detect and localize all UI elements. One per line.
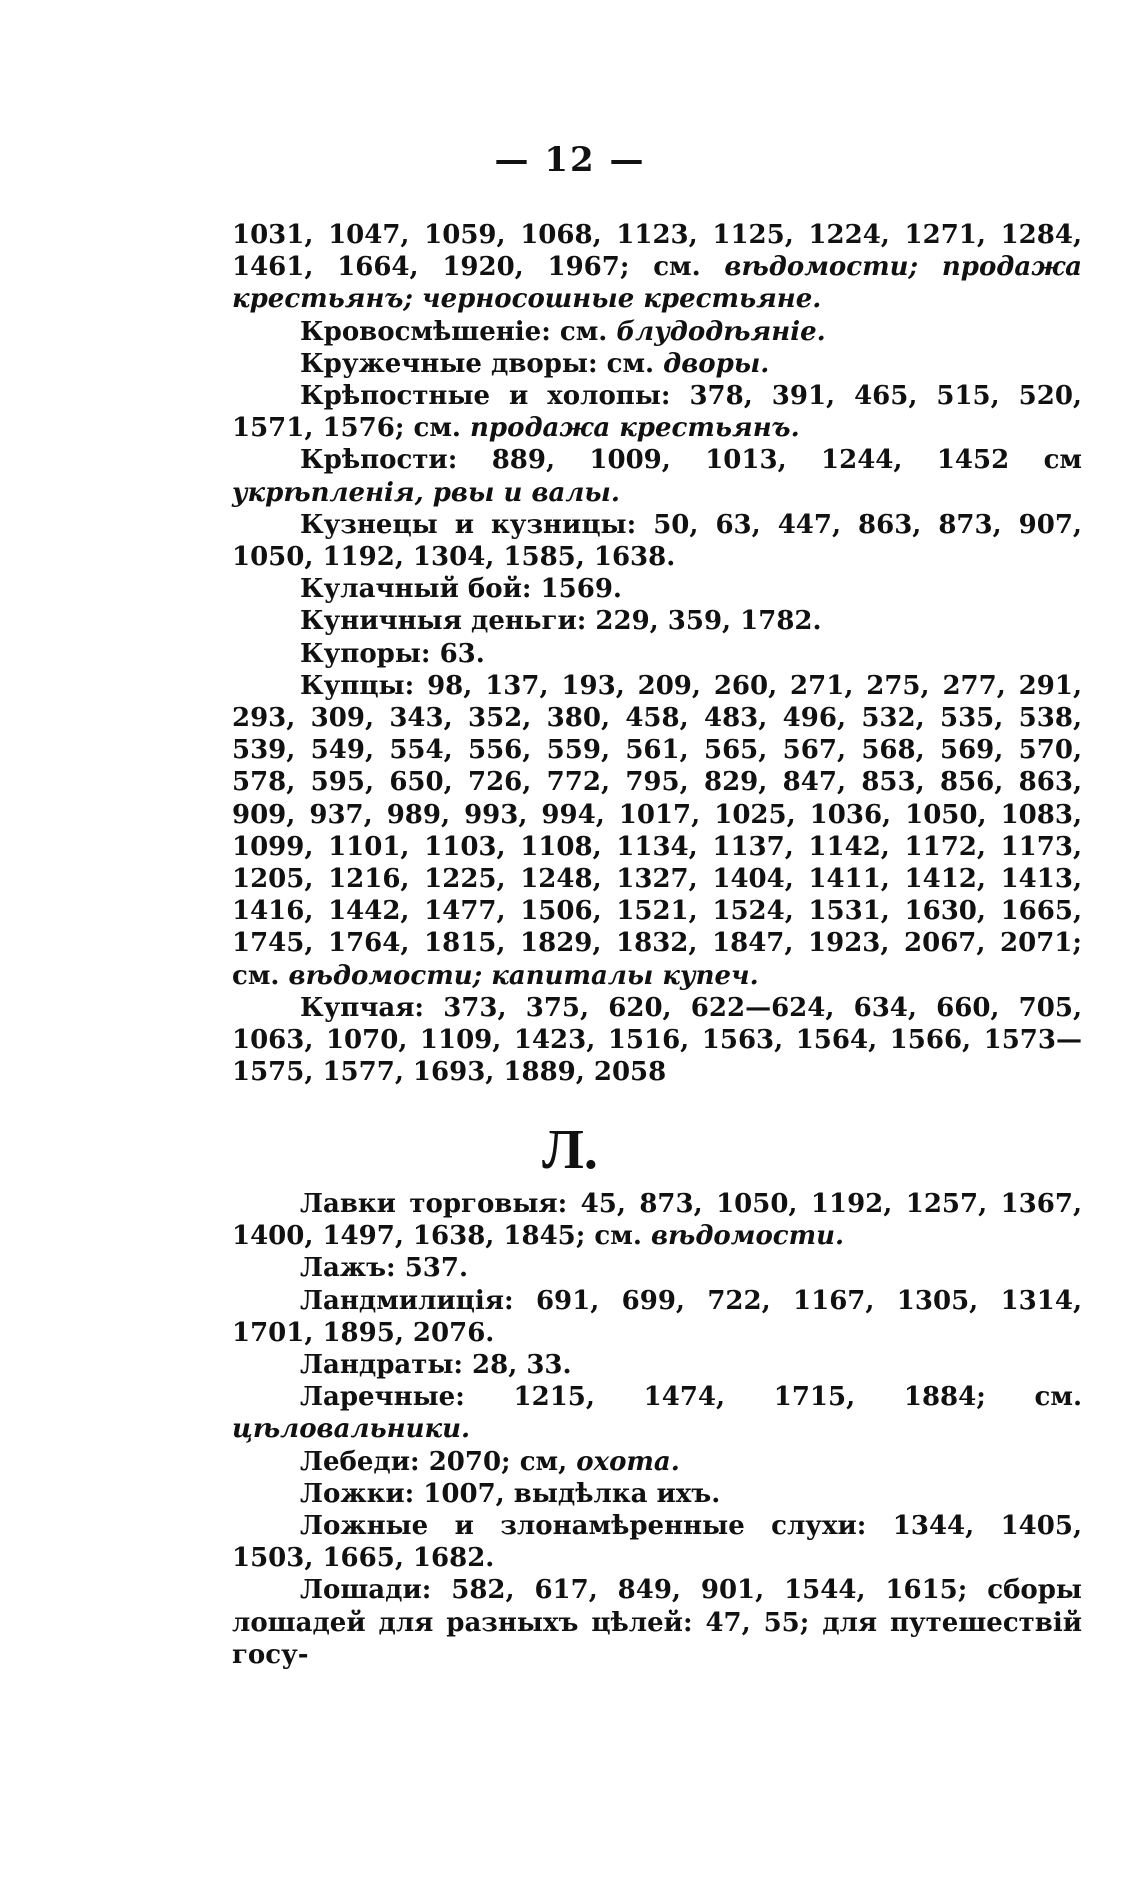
entry-head: Кровосмѣшеніе: [300,316,551,347]
see-label: см. [232,960,289,991]
cross-reference: блудодѣяніе. [616,316,826,347]
index-entry [232,1285,1082,1349]
see-label: см. [629,252,725,283]
entry-refs: 1215, 1474, 1715, 1884; [464,1382,986,1413]
cross-reference: охота. [576,1446,680,1477]
index-entry [232,1446,1082,1478]
entry-head: Ларечные: [300,1382,465,1413]
entry-head: Крѣпости: [300,445,458,476]
entry-head: Куничныя деньги: [300,606,587,637]
entry-refs: 63. [430,638,485,669]
cross-reference: продажа крестьянъ. [470,413,800,444]
index-entry [232,1574,1082,1671]
see-label: см. [985,1382,1082,1413]
index-entry [232,316,1082,348]
page-number: — 12 — [494,140,646,180]
entry-refs: 1569. [531,574,622,605]
index-section-l [232,1188,1082,1671]
entry-refs: 50, 63, 447, 863, 873, 907, 1050, 1192, 1304, 1585, 1638. [232,509,1082,573]
see-label: см [1009,445,1082,476]
entry-refs: 889, 1009, 1013, 1244, 1452 [457,445,1010,476]
entry-head: Купчая: [300,992,425,1023]
cross-reference: вѣдомости; продажа крестьянъ; черносошные крестьяне. [232,252,1083,315]
entry-head: Купцы: [300,670,415,701]
see-label: см. [597,348,664,379]
entry-refs: 28, 33. [463,1350,572,1381]
cross-reference: укрѣпленія, рвы и валы. [232,477,620,508]
index-section-k [232,219,1082,1088]
cross-reference: вѣдомости. [650,1221,845,1252]
index-entry [232,573,1082,605]
index-entry [232,380,1082,444]
entry-head: Ландмилиція: [300,1285,514,1316]
see-label: см. [550,316,617,347]
section-letter-l: Л. [542,1119,598,1181]
entry-refs: 1007, выдѣлка ихъ. [414,1478,721,1509]
entry-head: Ландраты: [300,1350,463,1381]
index-entry [232,1349,1082,1381]
entry-head: Кулачный бой: [300,574,532,605]
see-label: см, [510,1446,577,1477]
entry-head: Купоры: [300,638,431,669]
cross-reference: дворы. [663,348,770,379]
entry-refs: 378, 391, 465, 515, 520, 1571, 1576; [232,381,1082,444]
entry-head: Ложки: [300,1478,415,1509]
entry-refs: 537. [395,1253,469,1284]
entry-refs: 1344, 1405, 1503, 1665, 1682. [232,1511,1083,1574]
index-entry [232,1381,1082,1445]
see-label: см. [404,413,471,444]
entry-refs: 45, 873, 1050, 1192, 1257, 1367, 1400, 1497, 1638, 1845; [232,1189,1082,1252]
entry-refs: 98, 137, 193, 209, 260, 271, 275, 277, 291, 293, 309, 343, 352, 380, 458, 483, 496, 532, 535, 538, 539, 549, 554, 556, 559, 561, 565, 567, 568, 569, 570, 578, 595, 650, 726, 772, 795, 829, 847, 853, 856, 863, 909, 937, 989, 993, 994, 1017, 1025, 1036, 1050, 1083, 1099, 1101, 1103, 1108, 1134, 1137, 1142, 1172, 1173, 1205, 1216, 1225, 1248, 1327, 1404, 1411, 1412, 1413, 1416, 1442, 1477, 1506, 1521, 1524, 1531, 1630, 1665, 1745, 1764, 1815, 1829, 1832, 1847, 1923, 2067, 2071; [232,670,1082,959]
index-entry [232,1478,1082,1510]
entry-head: Крѣпостные и холопы: [300,381,671,412]
index-entry [232,638,1082,670]
entry-refs: 582, 617, 849, 901, 1544, 1615; сборы лошадей для разныхъ цѣлей: 47, 55; для путешествій госу- [232,1575,1082,1670]
index-entry [232,219,1082,316]
entry-head: Лебеди: [300,1446,420,1477]
entry-head: Кружечные дворы: [300,348,598,379]
entry-head: Лажъ: [300,1253,396,1284]
index-entry [232,670,1082,992]
index-entry [232,1188,1082,1252]
see-label: см. [585,1221,651,1252]
index-entry [232,1510,1082,1574]
cross-reference: вѣдомости; капиталы купеч. [288,960,759,991]
entry-refs: 2070; [419,1446,511,1477]
cross-reference: цѣловальники. [232,1414,471,1445]
index-entry [232,509,1082,573]
entry-refs: 691, 699, 722, 1167, 1305, 1314, 1701, 1895, 2076. [232,1285,1082,1348]
entry-refs: 229, 359, 1782. [586,606,822,637]
entry-head: Лавки торговыя: [300,1189,568,1219]
index-entry [232,348,1082,380]
index-entry [232,992,1082,1089]
entry-head: Кузнецы и кузницы: [300,509,637,540]
entry-refs: 373, 375, 620, 622—624, 634, 660, 705, 1063, 1070, 1109, 1423, 1516, 1563, 1564, 1566, 1573—1575, 1577, 1693, 1889, 2058 [232,992,1082,1088]
entry-head: Лошади: [300,1575,432,1606]
index-entry [232,444,1082,508]
entry-refs: 1031, 1047, 1059, 1068, 1123, 1125, 1224, 1271, 1284, 1461, 1664, 1920, 1967; [232,220,1082,283]
entry-head: Ложные и злонамѣренные слухи: [300,1511,867,1542]
index-entry [232,605,1082,637]
index-entry [232,1252,1082,1284]
